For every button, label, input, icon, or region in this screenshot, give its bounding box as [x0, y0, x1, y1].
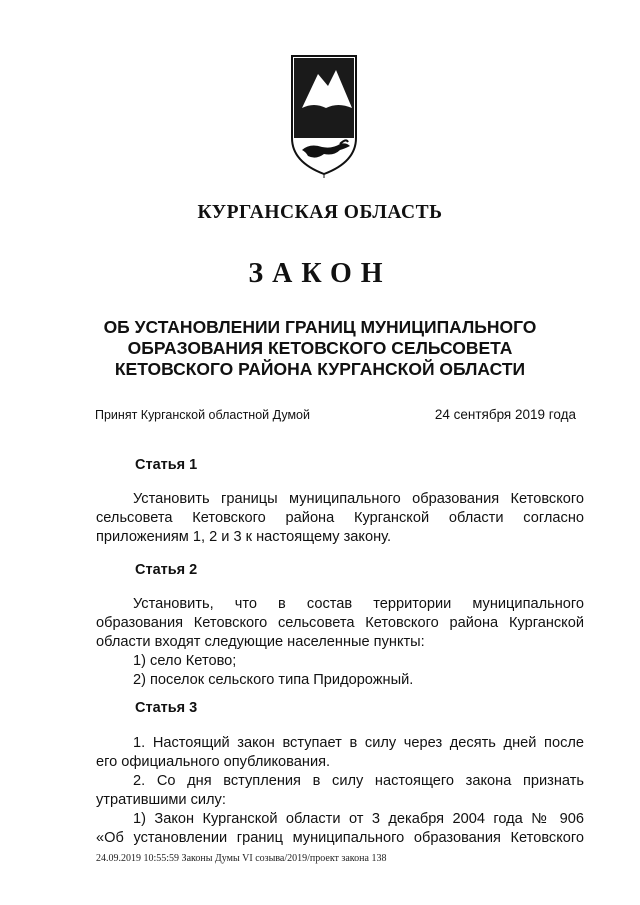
text-line: приложениям 1, 2 и 3 к настоящему закону. — [96, 529, 392, 545]
article-3-text — [96, 734, 584, 848]
document-type: ЗАКОН — [248, 258, 392, 289]
text-line: утратившими силу: — [96, 792, 226, 808]
law-title-line: ОБРАЗОВАНИЯ КЕТОВСКОГО СЕЛЬСОВЕТА — [127, 338, 513, 358]
article-1-heading: Статья 1 — [135, 457, 198, 473]
text-line: области входят следующие населенные пункты: — [96, 634, 425, 650]
adoption-date: 24 сентября 2019 года — [434, 407, 576, 422]
article-3-heading: Статья 3 — [135, 700, 198, 716]
text-line: его официального опубликования. — [96, 754, 331, 770]
adopted-by: Принят Курганской областной Думой — [95, 408, 310, 422]
article-1-text — [96, 490, 584, 547]
text-line: образования Кетовского сельсовета Кетовского района Курганской — [96, 615, 584, 631]
text-line: 2. Со дня вступления в силу настоящего закона признать — [133, 773, 584, 789]
text-line: «Об установлении границ муниципального образования Кетовского — [96, 830, 584, 846]
law-title-line: КЕТОВСКОГО РАЙОНА КУРГАНСКОЙ ОБЛАСТИ — [114, 359, 526, 379]
text-line: 1) село Кетово; — [133, 653, 237, 669]
article-2-text — [96, 595, 584, 690]
region-name: КУРГАНСКАЯ ОБЛАСТЬ — [197, 202, 443, 223]
footer-meta: 24.09.2019 10:55:59 Законы Думы VI созыва/2019/проект закона 138 — [96, 853, 387, 864]
law-title — [80, 317, 560, 380]
text-line: Установить границы муниципального образования Кетовского — [133, 491, 584, 507]
coat-of-arms-icon — [288, 50, 360, 178]
text-line: Установить, что в состав территории муниципального — [133, 596, 584, 612]
text-line: сельсовета Кетовского района Курганской области согласно — [96, 510, 584, 526]
text-line: 1. Настоящий закон вступает в силу через десять дней после — [133, 735, 584, 751]
text-line: 1) Закон Курганской области от 3 декабря 2004 года № 906 — [133, 811, 584, 827]
law-title-line: ОБ УСТАНОВЛЕНИИ ГРАНИЦ МУНИЦИПАЛЬНОГО — [103, 317, 537, 337]
text-line: 2) поселок сельского типа Придорожный. — [133, 672, 414, 688]
article-2-heading: Статья 2 — [135, 562, 198, 578]
